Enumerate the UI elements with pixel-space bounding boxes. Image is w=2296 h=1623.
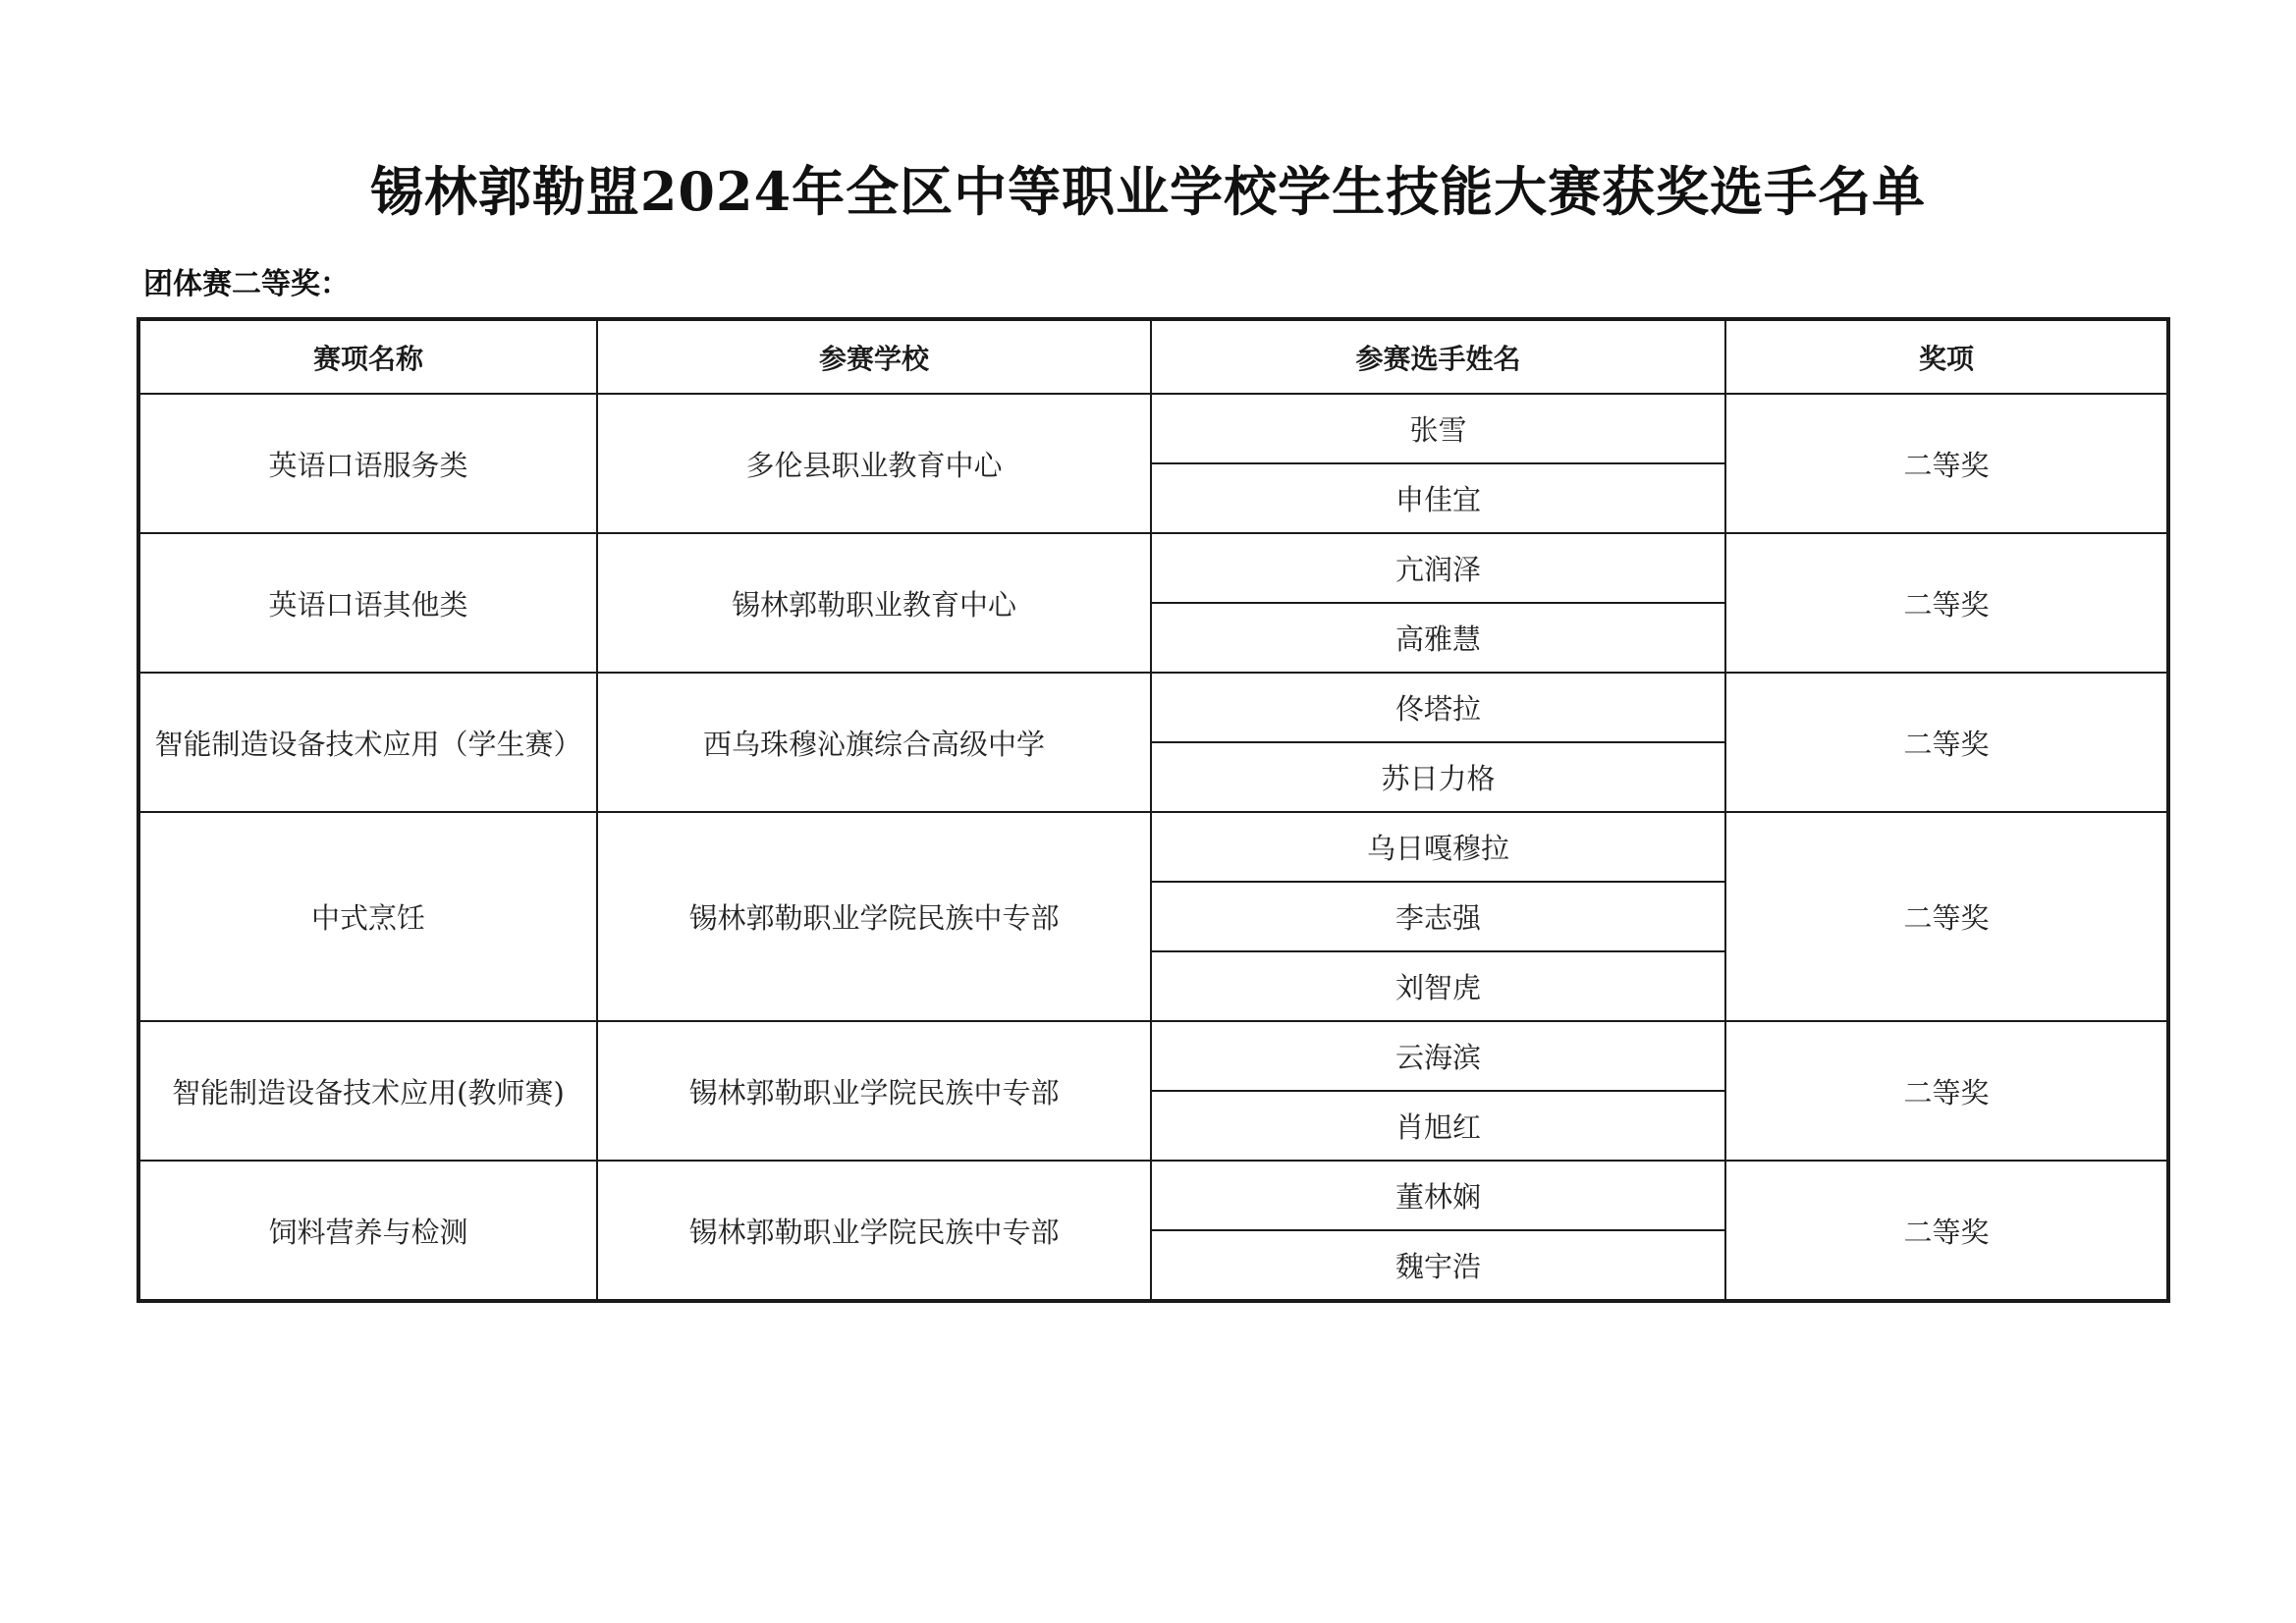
participant-cell: 魏宇浩 (1151, 1230, 1725, 1300)
award-table (138, 319, 2168, 1301)
participant-cell: 乌日嘎穆拉 (1151, 812, 1725, 882)
event-cell: 饲料营养与检测 (139, 1161, 597, 1300)
award-cell: 二等奖 (1725, 394, 2167, 533)
header-event: 赛项名称 (139, 320, 597, 394)
participant-cell: 李志强 (1151, 882, 1725, 951)
event-cell: 智能制造设备技术应用(教师赛) (139, 1021, 597, 1161)
award-cell: 二等奖 (1725, 1161, 2167, 1300)
table-row (139, 394, 2167, 463)
event-cell: 英语口语服务类 (139, 394, 597, 533)
award-cell: 二等奖 (1725, 812, 2167, 1021)
award-cell: 二等奖 (1725, 533, 2167, 673)
participant-cell: 苏日力格 (1151, 742, 1725, 812)
header-school: 参赛学校 (597, 320, 1151, 394)
header-award: 奖项 (1725, 320, 2167, 394)
table-row (139, 533, 2167, 603)
school-cell: 锡林郭勒职业学院民族中专部 (597, 812, 1151, 1021)
table-header (139, 320, 2167, 394)
table-row (139, 1161, 2167, 1230)
participant-cell: 董林娴 (1151, 1161, 1725, 1230)
header-names: 参赛选手姓名 (1151, 320, 1725, 394)
participant-cell: 云海滨 (1151, 1021, 1725, 1091)
participant-cell: 高雅慧 (1151, 603, 1725, 673)
participant-cell: 亢润泽 (1151, 533, 1725, 603)
school-cell: 锡林郭勒职业教育中心 (597, 533, 1151, 673)
table-row (139, 812, 2167, 882)
school-cell: 西乌珠穆沁旗综合高级中学 (597, 673, 1151, 812)
participant-cell: 张雪 (1151, 394, 1725, 463)
table-body (139, 394, 2167, 1300)
event-cell: 英语口语其他类 (139, 533, 597, 673)
participant-cell: 申佳宜 (1151, 463, 1725, 533)
school-cell: 锡林郭勒职业学院民族中专部 (597, 1161, 1151, 1300)
school-cell: 锡林郭勒职业学院民族中专部 (597, 1021, 1151, 1161)
school-cell: 多伦县职业教育中心 (597, 394, 1151, 533)
event-cell: 智能制造设备技术应用（学生赛） (139, 673, 597, 812)
section-label: 团体赛二等奖： (143, 267, 350, 301)
award-cell: 二等奖 (1725, 1021, 2167, 1161)
participant-cell: 肖旭红 (1151, 1091, 1725, 1161)
participant-cell: 佟塔拉 (1151, 673, 1725, 742)
page-title: 锡林郭勒盟2024年全区中等职业学校学生技能大赛获奖选手名单 (369, 160, 1927, 223)
table-row (139, 673, 2167, 742)
header-row (139, 320, 2167, 394)
participant-cell: 刘智虎 (1151, 951, 1725, 1021)
award-cell: 二等奖 (1725, 673, 2167, 812)
event-cell: 中式烹饪 (139, 812, 597, 1021)
table-row (139, 1021, 2167, 1091)
